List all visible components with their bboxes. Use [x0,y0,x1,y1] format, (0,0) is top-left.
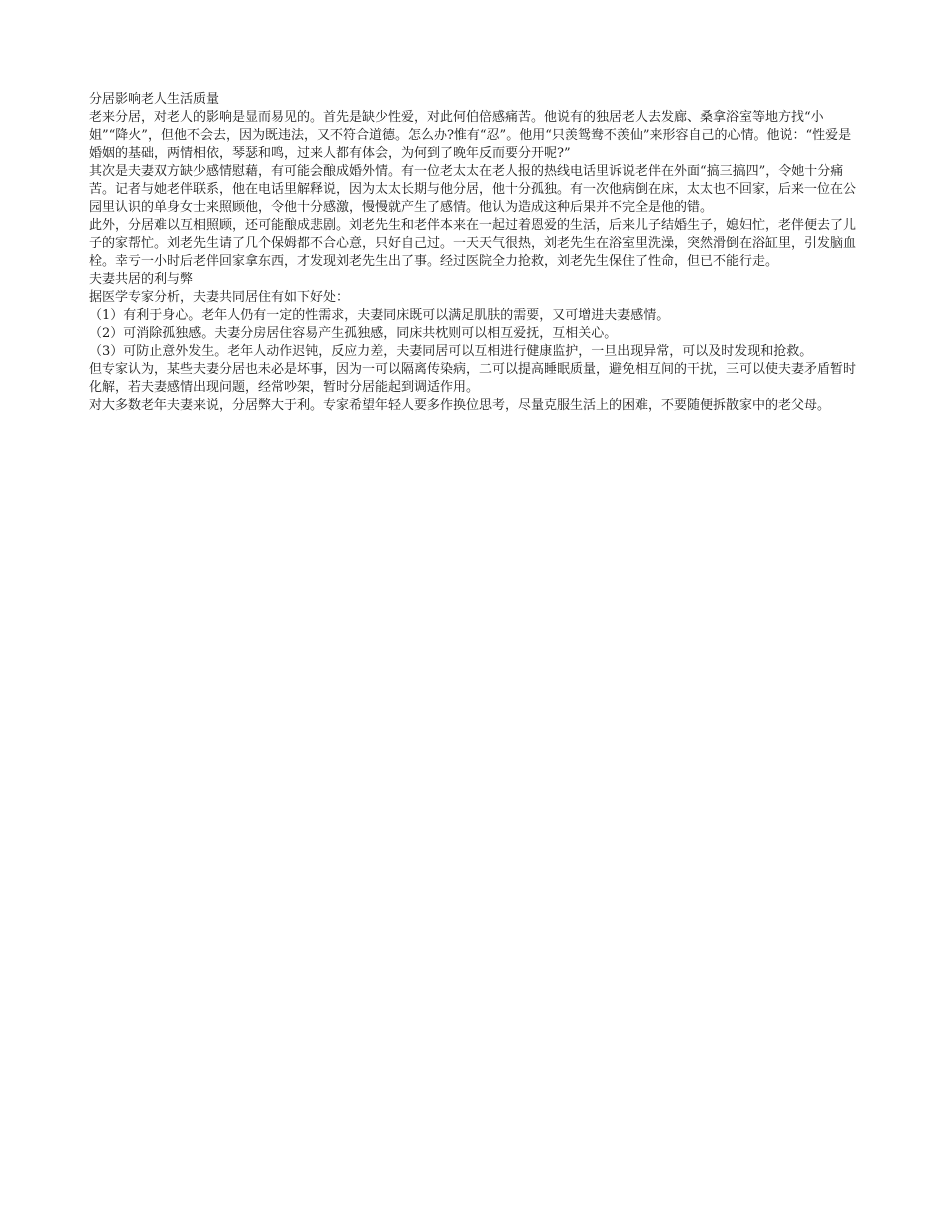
section-subtitle: 夫妻共居的利与弊 [89,272,194,287]
paragraph: 老来分居，对老人的影响是显而易见的。首先是缺少性爱，对此何伯倍感痛苦。他说有的独居老人去发廊、桑拿浴室等地方找“小姐”“降火”，但他不会去，因为既违法，又不符合道德。怎么办?惟有“忍”。他用“只羡鸳鸯不羡仙”来形容自己的心情。他说：“性爱是婚姻的基础，两情相依，琴瑟和鸣，过来人都有体会，为何到了晚年反而要分开呢?” [89,110,852,161]
benefit-item: （2）可消除孤独感。夫妻分房居住容易产生孤独感，同床共枕则可以相互爱抚，互相关心。 [89,326,618,341]
intro-paragraph: 据医学专家分析，夫妻共同居住有如下好处： [89,290,350,305]
document-title: 分居影响老人生活质量 [89,92,220,107]
document-body [89,91,861,415]
benefit-item: （3）可防止意外发生。老年人动作迟钝，反应力差，夫妻同居可以互相进行健康监护，一旦出现异常，可以及时发现和抢救。 [89,344,813,359]
closing-paragraph: 但专家认为，某些夫妻分居也未必是坏事，因为一可以隔离传染病，二可以提高睡眠质量，避免相互间的干扰，三可以使夫妻矛盾暂时化解，若夫妻感情出现问题，经常吵架，暂时分居能起到调适作用。 [89,362,857,395]
benefit-item: （1）有利于身心。老年人仍有一定的性需求，夫妻同床既可以满足肌肤的需要，又可增进夫妻感情。 [89,308,670,323]
paragraph: 此外，分居难以互相照顾，还可能酿成悲剧。刘老先生和老伴本来在一起过着恩爱的生活，后来儿子结婚生子，媳妇忙，老伴便去了儿子的家帮忙。刘老先生请了几个保姆都不合心意，只好自己过。一天天气很热，刘老先生在浴室里洗澡，突然滑倒在浴缸里，引发脑血栓。幸亏一小时后老伴回家拿东西，才发现刘老先生出了事。经过医院全力抢救，刘老先生保住了性命，但已不能行走。 [89,218,857,269]
closing-paragraph: 对大多数老年夫妻来说，分居弊大于利。专家希望年轻人要多作换位思考，尽量克服生活上的困难，不要随便拆散家中的老父母。 [89,398,831,413]
paragraph: 其次是夫妻双方缺少感情慰藉，有可能会酿成婚外情。有一位老太太在老人报的热线电话里诉说老伴在外面“搞三搞四”，令她十分痛苦。记者与她老伴联系，他在电话里解释说，因为太太长期与他分居，他十分孤独。有一次他病倒在床，太太也不回家，后来一位在公园里认识的单身女士来照顾他，令他十分感激，慢慢就产生了感情。他认为造成这种后果并不完全是他的错。 [89,164,857,215]
